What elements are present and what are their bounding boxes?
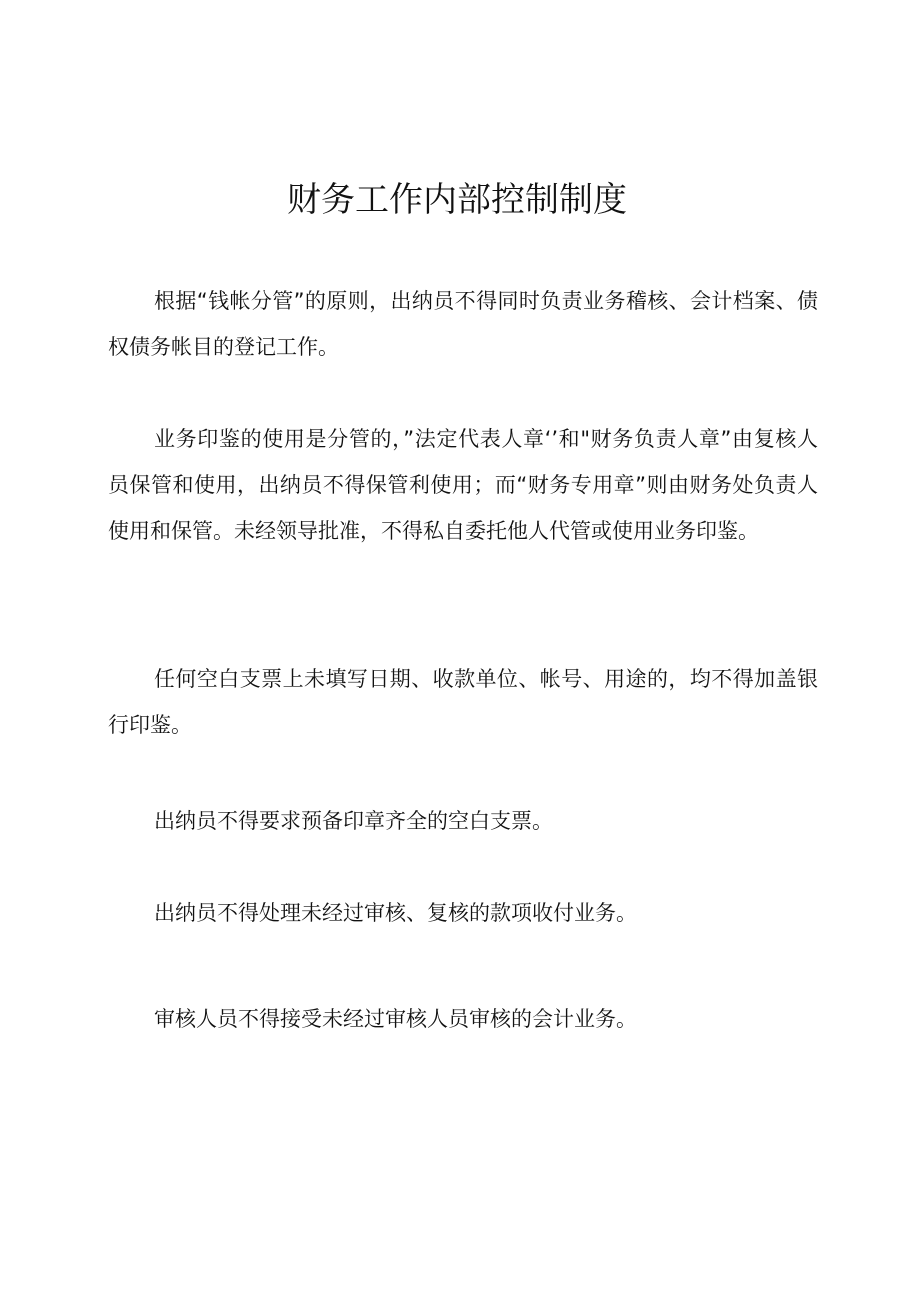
paragraph-6: 审核人员不得接受未经过审核人员审核的会计业务。 bbox=[154, 1007, 637, 1031]
paragraph-1: 根据“钱帐分管”的原则，出纳员不得同时负责业务稽核、会计档案、债权债务帐目的登记工作。 bbox=[108, 289, 818, 359]
paragraph-4: 出纳员不得要求预备印章齐全的空白支票。 bbox=[154, 809, 553, 833]
paragraph-3: 任何空白支票上未填写日期、收款单位、帐号、用途的，均不得加盖银行印鉴。 bbox=[108, 667, 818, 737]
document-title: 财务工作内部控制制度 bbox=[287, 180, 627, 220]
paragraph-2: 业务印鉴的使用是分管的，”法定代表人章‘’和"财务负责人章”由复核人员保管和使用，出纳员不得保管利使用；而“财务专用章”则由财务处负责人使用和保管。未经领导批准，不得私自委托他人代管或使用业务印鉴。 bbox=[108, 427, 818, 543]
paragraph-5: 出纳员不得处理未经过审核、复核的款项收付业务。 bbox=[154, 901, 637, 925]
